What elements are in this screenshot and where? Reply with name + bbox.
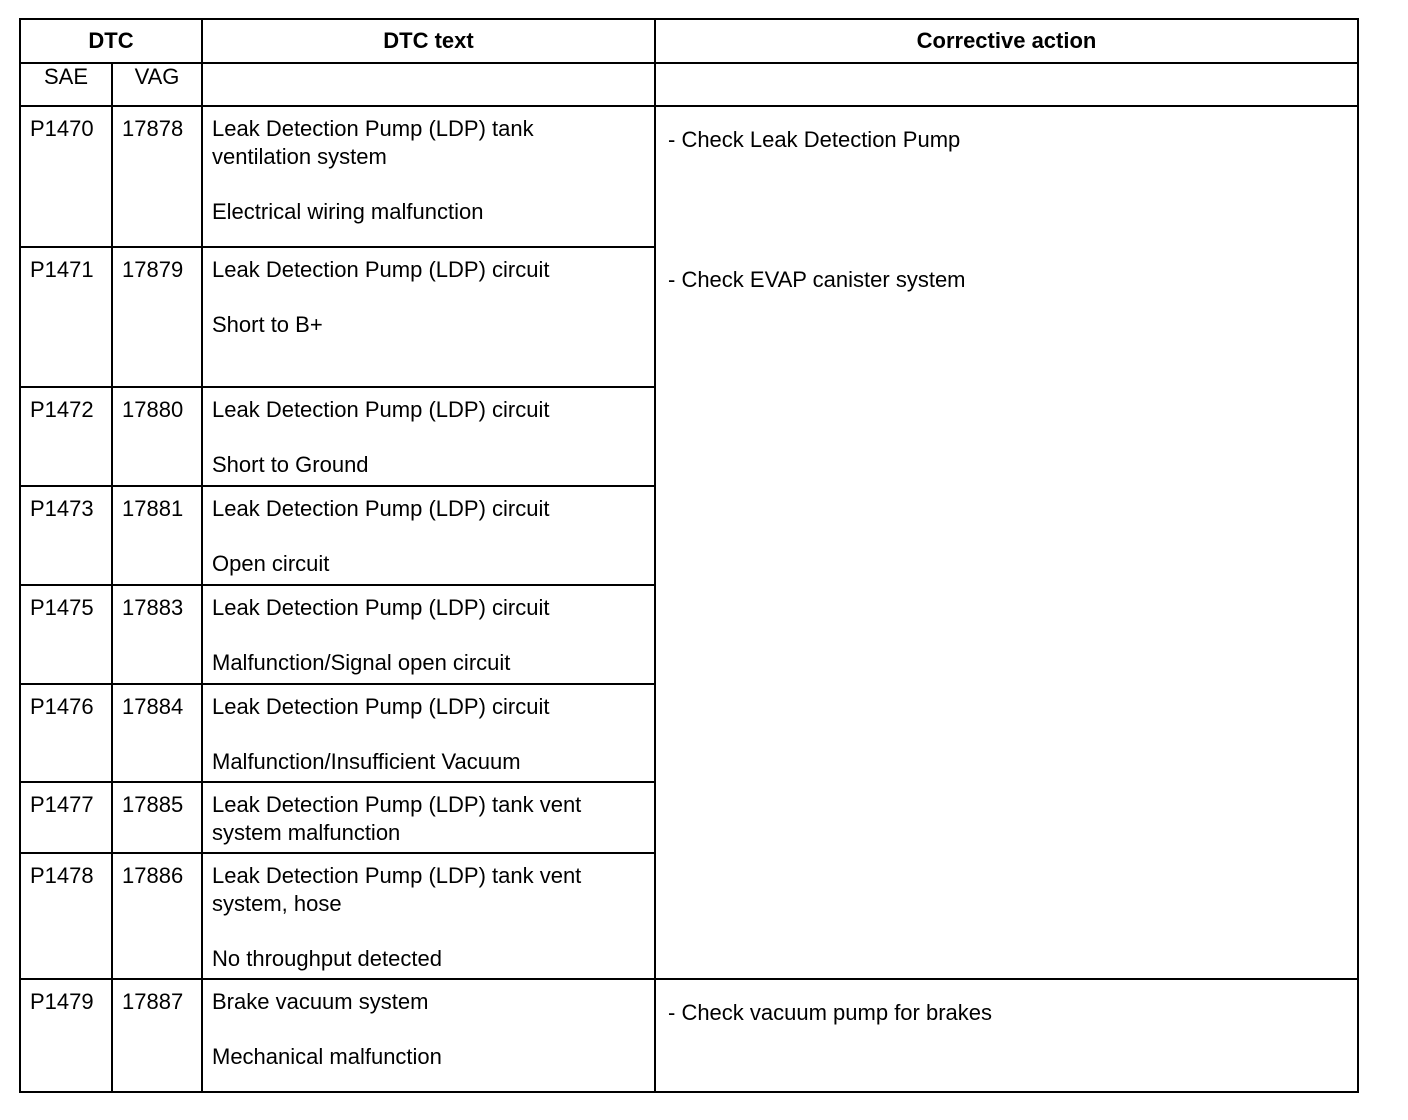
sae-code: P1471: [20, 247, 112, 387]
dtc-text-line: Leak Detection Pump (LDP) tank vent: [212, 792, 582, 817]
dtc-description: No throughput detected: [212, 946, 442, 971]
dtc-text-line: Leak Detection Pump (LDP) circuit: [212, 397, 550, 422]
dtc-description: Electrical wiring malfunction: [212, 199, 484, 224]
dtc-text: [202, 486, 655, 585]
dtc-description: Open circuit: [212, 551, 330, 576]
action-check-ldp: - Check Leak Detection Pump: [668, 127, 961, 152]
dtc-text: [202, 684, 655, 782]
dtc-text-line: system malfunction: [212, 820, 401, 845]
dtc-description: Short to Ground: [212, 452, 369, 477]
vag-code: 17885: [112, 782, 202, 853]
dtc-text: [202, 387, 655, 486]
action-check-vacuum-pump: - Check vacuum pump for brakes: [668, 1000, 993, 1025]
dtc-text: [202, 106, 655, 247]
dtc-text: [202, 585, 655, 684]
dtc-text-line: system, hose: [212, 891, 342, 916]
vag-code: 17884: [112, 684, 202, 782]
sae-code: P1472: [20, 387, 112, 486]
vag-code: 17879: [112, 247, 202, 387]
dtc-text-line: ventilation system: [212, 144, 387, 169]
sae-code: P1477: [20, 782, 112, 853]
header-dtc: DTC: [20, 19, 202, 63]
vag-code: 17887: [112, 979, 202, 1092]
table-row: [20, 979, 1358, 1092]
subheader-empty-action: [655, 63, 1358, 106]
vag-code: 17878: [112, 106, 202, 247]
dtc-text-line: Leak Detection Pump (LDP) circuit: [212, 257, 550, 282]
table-row: [20, 106, 1358, 247]
dtc-text-line: Leak Detection Pump (LDP) circuit: [212, 694, 550, 719]
dtc-text-line: Leak Detection Pump (LDP) tank vent: [212, 863, 582, 888]
header-dtc-text: DTC text: [202, 19, 655, 63]
sae-code: P1479: [20, 979, 112, 1092]
action-check-evap: - Check EVAP canister system: [668, 267, 966, 292]
vag-code: 17880: [112, 387, 202, 486]
dtc-description: Mechanical malfunction: [212, 1044, 442, 1069]
dtc-text: [202, 782, 655, 853]
dtc-description: Malfunction/Insufficient Vacuum: [212, 749, 521, 774]
sae-code: P1475: [20, 585, 112, 684]
corrective-action-group-2: [655, 979, 1358, 1092]
sae-code: P1470: [20, 106, 112, 247]
subheader-empty-text: [202, 63, 655, 106]
dtc-text: [202, 853, 655, 979]
vag-code: 17881: [112, 486, 202, 585]
vag-code: 17883: [112, 585, 202, 684]
header-corrective-action: Corrective action: [655, 19, 1358, 63]
dtc-text-line: Brake vacuum system: [212, 989, 429, 1014]
subheader-row: [20, 63, 1358, 106]
sae-code: P1478: [20, 853, 112, 979]
header-sae: SAE: [20, 63, 112, 106]
sae-code: P1473: [20, 486, 112, 585]
header-vag: VAG: [112, 63, 202, 106]
dtc-table: [19, 18, 1359, 1093]
sae-code: P1476: [20, 684, 112, 782]
dtc-description: Short to B+: [212, 312, 323, 337]
dtc-text: [202, 247, 655, 387]
dtc-text: [202, 979, 655, 1092]
dtc-description: Malfunction/Signal open circuit: [212, 650, 511, 675]
corrective-action-group-1: [655, 106, 1358, 979]
dtc-text-line: Leak Detection Pump (LDP) circuit: [212, 595, 550, 620]
header-row: [20, 19, 1358, 63]
dtc-text-line: Leak Detection Pump (LDP) circuit: [212, 496, 550, 521]
vag-code: 17886: [112, 853, 202, 979]
dtc-text-line: Leak Detection Pump (LDP) tank: [212, 116, 534, 141]
